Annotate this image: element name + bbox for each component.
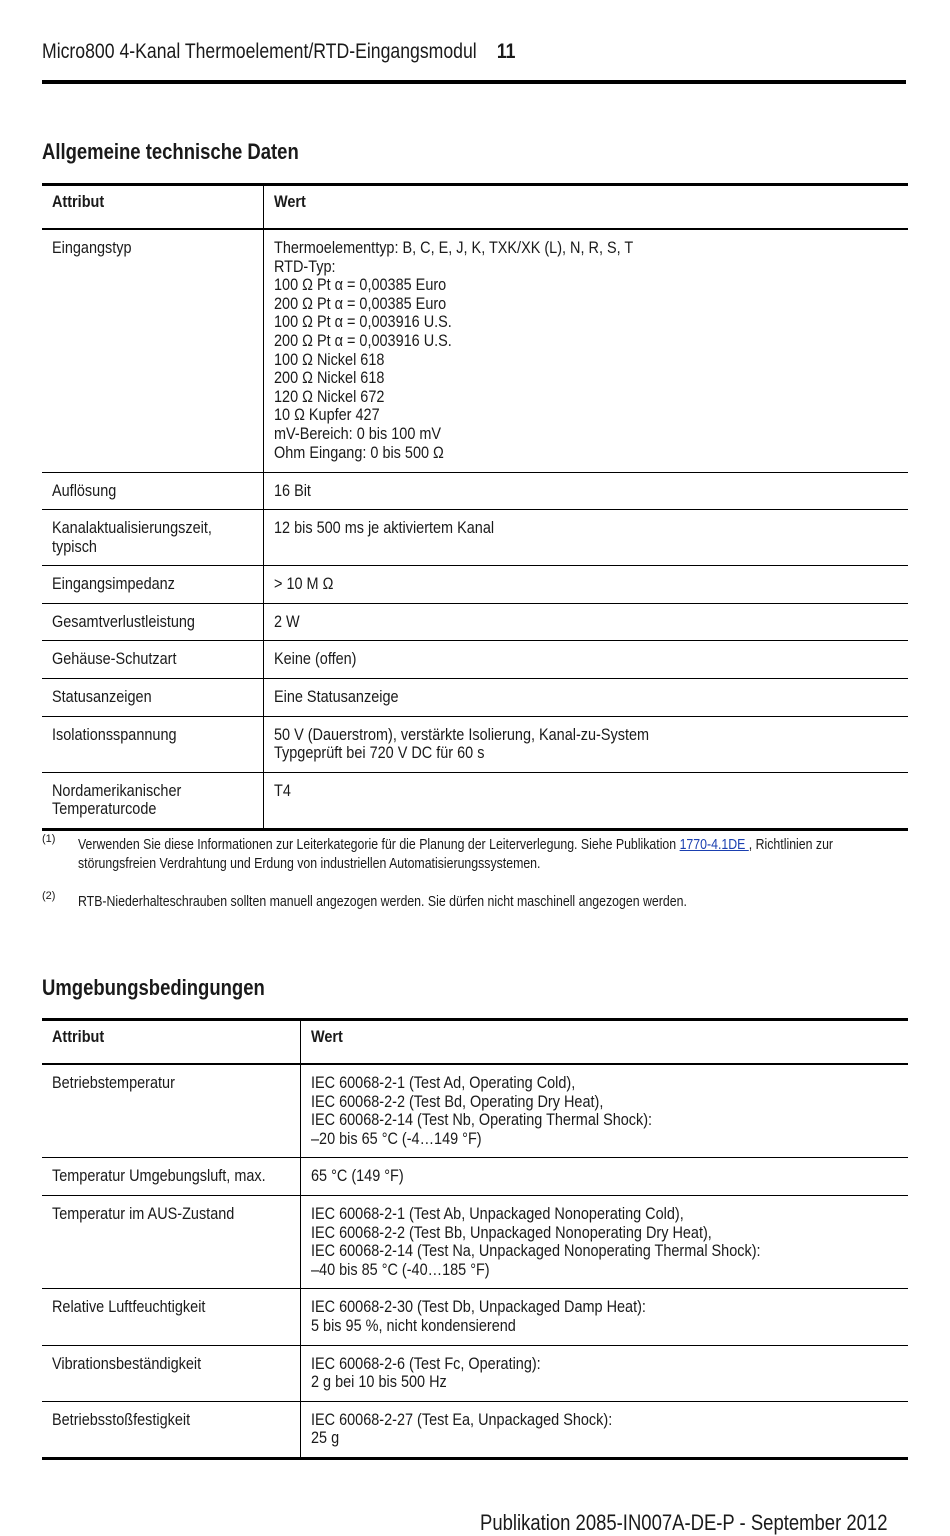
value-cell: 50 V (Dauerstrom), verstärkte Isolierung, Kanal-zu-System Typgeprüft bei 720 V DC für 60 s [273,724,649,763]
footnote-text: Verwenden Sie diese Informationen zur Leiterkategorie für die Planung der Leiterverlegung. Siehe Publikation 1770-4.1DE , Richtlinien zur störungsfreien Verdrahtung und Erdung von industriellen Automatisierungssystemen. [78,837,834,872]
table-row [42,510,908,566]
attribute-cell: Gehäuse-Schutzart [42,641,263,679]
value-cell: 16 Bit [273,480,311,500]
attribute-cell: Gesamtverlustleistung [42,603,263,641]
document-title: Micro800 4-Kanal Thermoelement/RTD-Eingangsmodul [42,40,477,63]
table-row [42,1289,908,1345]
column-header-value: Wert [273,192,306,211]
table-row [42,566,908,604]
attribute-cell: Betriebsstoßfestigkeit [42,1401,300,1458]
table-row [42,1345,908,1401]
footnote-mark: (2) [42,890,56,902]
attribute-cell: Vibrationsbeständigkeit [42,1345,300,1401]
table-row [42,1158,908,1196]
attribute-cell: Betriebstemperatur [42,1064,300,1158]
attribute-cell: Nordamerikanischer Temperaturcode [42,772,263,829]
table-header-row [42,1020,908,1065]
section-title-general-specs: Allgemeine technische Daten [42,139,299,164]
table-header-row [42,185,908,230]
publication-footer: Publikation 2085-IN007A-DE-P - September 2012 [480,1510,888,1535]
value-cell: Thermoelementtyp: B, C, E, J, K, TXK/XK (L), N, R, S, T RTD-Typ: 100 Ω Pt α = 0,00385 Euro 200 Ω Pt α = 0,00385 Euro 100 Ω Pt α = 0,003916 U.S. 200 Ω Pt α = 0,003916 U.S. 100 Ω Nickel 618 200 Ω Nickel 618 120 Ω Nickel 672 10 Ω Kupfer 427 mV-Bereich: 0 bis 100 mV Ohm Eingang: 0 bis 500 Ω [273,238,633,462]
attribute-cell: Eingangstyp [42,229,263,472]
table-row [42,641,908,679]
attribute-cell: Eingangsimpedanz [42,566,263,604]
value-cell: IEC 60068-2-27 (Test Ea, Unpackaged Shock): 25 g [310,1409,612,1448]
attribute-cell: Relative Luftfeuchtigkeit [42,1289,300,1345]
table-row [42,603,908,641]
publication-link[interactable]: 1770-4.1DE [679,837,749,853]
footnote-text: RTB-Niederhalteschrauben sollten manuell angezogen werden. Sie dürfen nicht maschinell angezogen werden. [78,894,687,910]
environmental-conditions-table [42,1018,908,1460]
attribute-cell: Isolationsspannung [42,716,263,772]
value-cell: 65 °C (149 °F) [310,1166,404,1186]
page-number: 11 [496,40,516,63]
value-cell: 2 W [273,611,300,631]
value-cell: Eine Statusanzeige [273,687,399,707]
table-row [42,772,908,829]
column-header-attribute: Attribut [42,185,263,230]
column-header-attribute: Attribut [42,1020,300,1065]
table-row [42,1064,908,1158]
attribute-cell: Statusanzeigen [42,679,263,717]
attribute-cell: Auflösung [42,472,263,510]
general-specs-table [42,183,908,831]
header-rule [42,80,906,84]
value-cell: 12 bis 500 ms je aktiviertem Kanal [273,518,494,538]
footnote-1 [42,833,906,876]
value-cell: Keine (offen) [273,649,356,669]
table-row [42,472,908,510]
column-header-value: Wert [310,1027,343,1046]
attribute-cell: Temperatur Umgebungsluft, max. [42,1158,300,1196]
table-row [42,1401,908,1458]
table-row [42,679,908,717]
footnote-2 [42,890,906,913]
attribute-cell: Kanalaktualisierungszeit, typisch [42,510,263,566]
table-row [42,229,908,472]
section-title-environmental: Umgebungsbedingungen [42,975,265,1000]
footnote-mark: (1) [42,833,56,845]
value-cell: IEC 60068-2-1 (Test Ad, Operating Cold), IEC 60068-2-2 (Test Bd, Operating Dry Heat), IEC 60068-2-14 (Test Nb, Operating Thermal Shock): –20 bis 65 °C (-4…149 °F) [310,1073,652,1148]
value-cell: IEC 60068-2-1 (Test Ab, Unpackaged Nonoperating Cold), IEC 60068-2-2 (Test Bb, Unpackaged Nonoperating Dry Heat), IEC 60068-2-14 (Test Na, Unpackaged Nonoperating Thermal Shock): –40 bis 85 °C (-40…185 °F) [310,1203,761,1279]
page-header [42,40,768,64]
value-cell: IEC 60068-2-6 (Test Fc, Operating): 2 g bei 10 bis 500 Hz [310,1353,541,1392]
table-row [42,1195,908,1288]
value-cell: > 10 M Ω [273,574,333,594]
attribute-cell: Temperatur im AUS-Zustand [42,1195,300,1288]
value-cell: IEC 60068-2-30 (Test Db, Unpackaged Damp Heat): 5 bis 95 %, nicht kondensierend [310,1297,646,1335]
value-cell: T4 [273,780,291,800]
table-row [42,716,908,772]
